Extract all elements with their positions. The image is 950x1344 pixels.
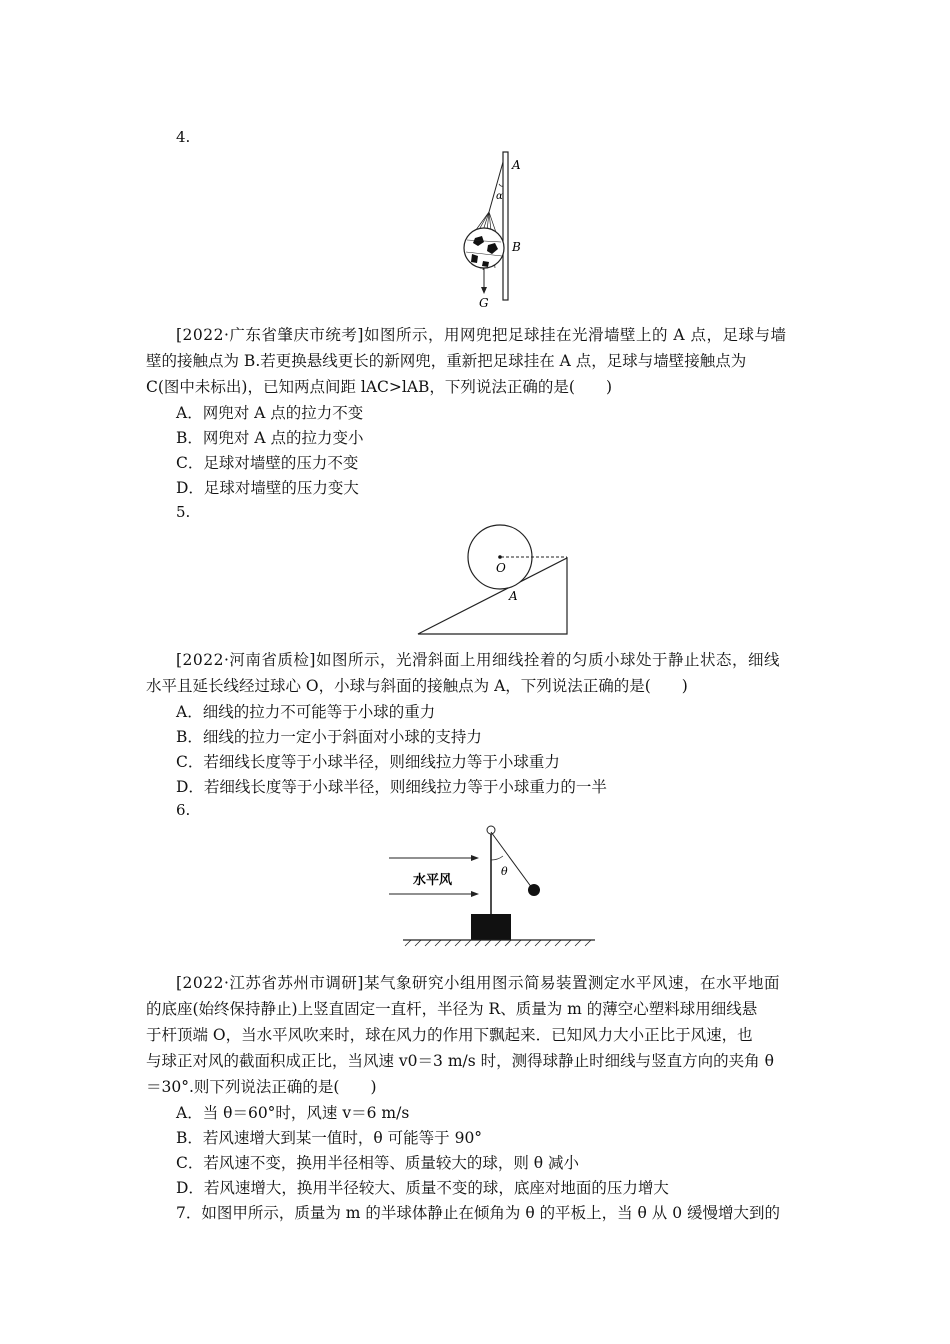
q4-label-g: G: [479, 296, 489, 310]
q5-option-a: A．细线的拉力不可能等于小球的重力: [176, 703, 436, 721]
q5-stem-line-2: 水平且延长线经过球心 O，小球与斜面的接触点为 A，下列说法正确的是( ): [146, 677, 688, 695]
q4-option-b: B．网兜对 A 点的拉力变小: [176, 429, 364, 447]
q6-option-d: D．若风速增大，换用半径较大、质量不变的球，底座对地面的压力增大: [176, 1179, 669, 1197]
q4-figure-football-on-wall: [455, 150, 535, 315]
q6-number: 6.: [176, 801, 191, 819]
q6-stem-line-2: 的底座(始终保持静止)上竖直固定一直杆，半径为 R、质量为 m 的薄空心塑料球用细线悬: [146, 1000, 758, 1018]
q7-stem-line-1: 7．如图甲所示，质量为 m 的半球体静止在倾角为 θ 的平板上，当 θ 从 0 缓慢增大到的: [176, 1204, 781, 1222]
q4-number: 4.: [176, 128, 191, 146]
q5-option-c: C．若细线长度等于小球半径，则细线拉力等于小球重力: [176, 753, 560, 771]
q4-label-b: B: [512, 240, 521, 254]
q5-label-a: A: [509, 589, 518, 603]
q4-stem-line-2: 壁的接触点为 B.若更换悬线更长的新网兜，重新把足球挂在 A 点，足球与墙壁接触点为: [146, 352, 747, 370]
q4-option-c: C．足球对墙壁的压力不变: [176, 454, 359, 472]
q4-label-alpha: α: [496, 191, 503, 202]
q4-stem-line-3: C(图中未标出)，已知两点间距 lAC>lAB，下列说法正确的是( ): [146, 378, 613, 396]
q6-option-a: A．当 θ＝60°时，风速 v＝6 m/s: [176, 1104, 410, 1122]
q6-label-theta: θ: [501, 865, 508, 878]
q5-figure-ball-on-incline: [412, 522, 572, 638]
q4-option-a: A．网兜对 A 点的拉力不变: [176, 404, 364, 422]
q6-stem-line-3: 于杆顶端 O，当水平风吹来时，球在风力的作用下飘起来．已知风力大小正比于风速，也: [146, 1026, 753, 1044]
q6-option-b: B．若风速增大到某一值时，θ 可能等于 90°: [176, 1129, 483, 1147]
q5-option-d: D．若细线长度等于小球半径，则细线拉力等于小球重力的一半: [176, 778, 607, 796]
q6-figure-wind-gauge: [385, 820, 600, 948]
q4-stem-line-1: [2022·广东省肇庆市统考]如图所示，用网兜把足球挂在光滑墙壁上的 A 点，足球与墙: [176, 326, 787, 344]
q4-option-d: D．足球对墙壁的压力变大: [176, 479, 359, 497]
q6-label-wind: 水平风: [413, 873, 453, 888]
q4-label-a: A: [512, 158, 521, 172]
q6-stem-line-4: 与球正对风的截面积成正比，当风速 v0＝3 m/s 时，测得球静止时细线与竖直方向的夹角 θ: [146, 1052, 774, 1070]
q6-stem-line-5: ＝30°.则下列说法正确的是( ): [146, 1078, 377, 1096]
q5-option-b: B．细线的拉力一定小于斜面对小球的支持力: [176, 728, 482, 746]
q6-stem-line-1: [2022·江苏省苏州市调研]某气象研究小组用图示简易装置测定水平风速，在水平地面: [176, 974, 780, 992]
q6-option-c: C．若风速不变，换用半径相等、质量较大的球，则 θ 减小: [176, 1154, 580, 1172]
q5-number: 5.: [176, 503, 191, 521]
q5-stem-line-1: [2022·河南省质检]如图所示，光滑斜面上用细线拴着的匀质小球处于静止状态，细线: [176, 651, 780, 669]
q5-label-o: O: [496, 561, 506, 575]
